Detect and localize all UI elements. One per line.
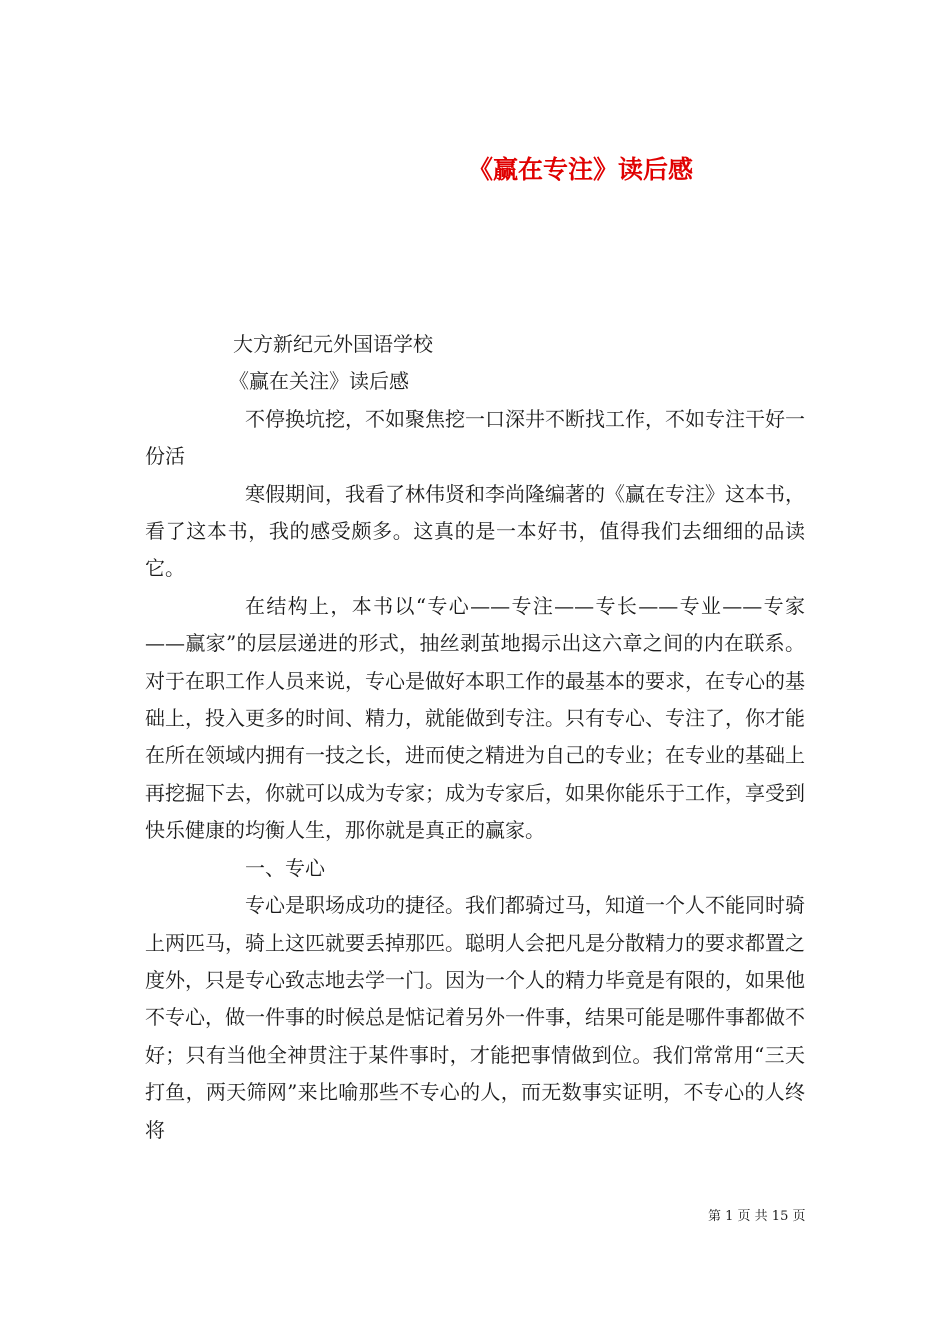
paragraph: 专心是职场成功的捷径。我们都骑过马，知道一个人不能同时骑上两匹马，骑上这匹就要丢掉那匹。聪明人会把凡是分散精力的要求都置之度外，只是专心致志地去学一门。因为一个人的精力毕竟是有限的，如果他不专心，做一件事的时候总是惦记着另外一件事，结果可能是哪件事都做不好；只有当他全神贯注于某件事时，才能把事情做到位。我们常常用“三天打鱼，两天筛网”来比喻那些不专心的人，而无数事实证明，不专心的人终将 (145, 893, 805, 1142)
paragraph: 在结构上，本书以“专心——专注——专长——专业——专家——赢家”的层层递进的形式，抽丝剥茧地揭示出这六章之间的内在联系。对于在职工作人员来说，专心是做好本职工作的最基本的要求，在专心的基础上，投入更多的时间、精力，就能做到专注。只有专心、专注了，你才能在所在领域内拥有一技之长，进而使之精进为自己的专业；在专业的基础上再挖掘下去，你就可以成为专家；成为专家后，如果你能乐于工作，享受到快乐健康的均衡人生，那你就是真正的赢家。 (145, 593, 805, 843)
paragraph: 寒假期间，我看了林伟贤和李尚隆编著的《赢在专注》这本书，看了这本书，我的感受颇多。这真的是一本好书，值得我们去细细的品读它。 (145, 481, 805, 581)
document-subtitle: 《赢在关注》读后感 (229, 369, 409, 394)
section-heading: 一、专心 (245, 855, 325, 880)
paragraph: 不停换坑挖，不如聚焦挖一口深井不断找工作，不如专注干好一份活 (145, 406, 805, 469)
page-footer: 第 1 页 共 15 页 (708, 1209, 806, 1224)
page-title: 《赢在专注》读后感 (468, 154, 694, 184)
school-name: 大方新纪元外国语学校 (233, 332, 433, 356)
document-body (145, 326, 805, 1149)
